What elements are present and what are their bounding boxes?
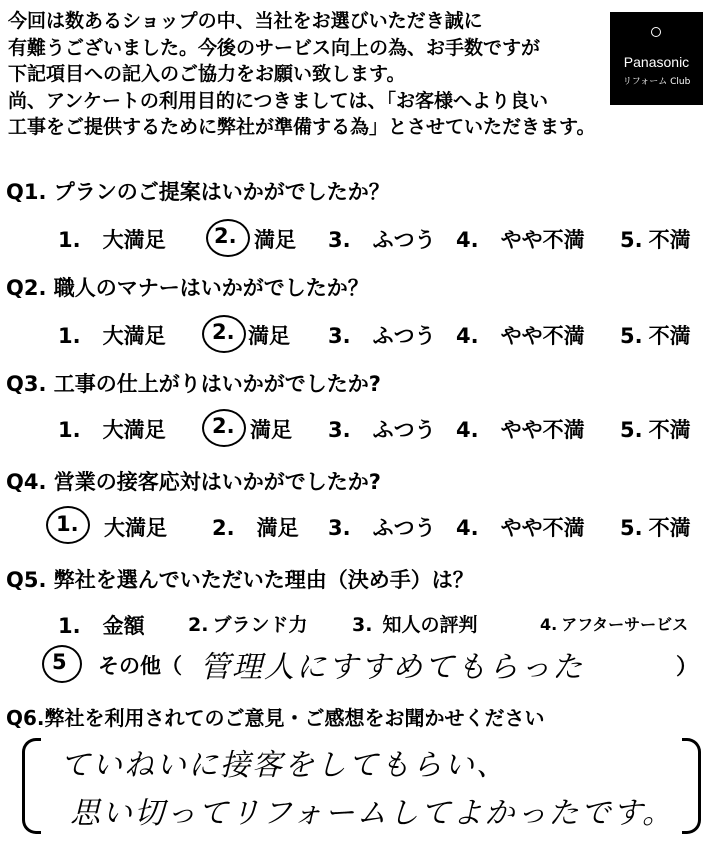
q5-close-paren: ） <box>676 655 699 680</box>
q4-option-1-num: 1. <box>56 512 79 536</box>
q2-option-4[interactable] <box>456 320 585 350</box>
panasonic-logo <box>610 12 703 105</box>
option-num: 5. <box>620 228 643 252</box>
q1-option-2-num: 2. <box>214 224 237 248</box>
option-num: 3. <box>328 418 351 442</box>
q4-option-2[interactable] <box>212 512 299 542</box>
option-num: 2. <box>212 516 235 540</box>
option-num: 1. <box>58 614 81 638</box>
q3-option-4[interactable] <box>456 414 585 444</box>
option-label: 大満足 <box>104 516 167 540</box>
option-label: 不満 <box>648 418 691 442</box>
option-label: 満足 <box>254 228 296 252</box>
option-label: 不満 <box>648 228 691 252</box>
answer-bracket-left <box>22 738 41 834</box>
option-label: やや不満 <box>500 418 585 442</box>
q2-option-1[interactable] <box>58 320 166 350</box>
option-label: やや不満 <box>500 228 585 252</box>
q4-option-3[interactable] <box>328 512 436 542</box>
option-num: 3. <box>352 614 373 636</box>
option-label: 大満足 <box>102 228 166 252</box>
q3-option-3[interactable] <box>328 414 436 444</box>
intro-line: 工事をご提供するために弊社が準備する為」とさせていただきます。 <box>8 116 596 138</box>
option-label: ブランド力 <box>212 614 308 636</box>
option-num: 3. <box>328 516 351 540</box>
option-num: 5. <box>620 418 643 442</box>
option-label: 満足 <box>250 418 292 442</box>
option-label: 満足 <box>248 324 290 348</box>
option-num: 4. <box>456 516 479 540</box>
question-5: Q5. 弊社を選んでいただいた理由（決め手）は？ <box>6 568 474 592</box>
q1-option-5[interactable] <box>620 224 691 254</box>
q5-selected-circle <box>42 645 82 683</box>
option-num: 4. <box>456 418 479 442</box>
option-num: 1. <box>58 228 81 252</box>
option-num: 4. <box>540 615 558 634</box>
q1-option-2[interactable] <box>254 224 296 254</box>
option-label: 大満足 <box>102 324 166 348</box>
option-num: 3. <box>328 324 351 348</box>
option-label: 知人の評判 <box>382 614 478 636</box>
q1-selected-circle <box>206 219 250 257</box>
q3-option-2-num: 2. <box>212 414 235 438</box>
option-label: やや不満 <box>500 324 585 348</box>
intro-line: 尚、アンケートの利用目的につきましては、「お客様へより良い <box>8 89 548 112</box>
option-num: 1. <box>58 418 81 442</box>
q2-option-5[interactable] <box>620 320 691 350</box>
q5-option-4[interactable] <box>540 612 688 635</box>
intro-line: 有難うございました。今後のサービス向上の為、お手数ですが <box>8 36 541 59</box>
q2-selected-circle <box>202 315 246 353</box>
q5-option-3[interactable] <box>352 610 477 637</box>
q6-handwritten-answer-line1: ていねいに接客をしてもらい、 <box>60 748 508 783</box>
q4-selected-circle <box>46 506 90 544</box>
question-6: Q6.弊社を利用されてのご意見・ご感想をお聞かせください <box>6 706 545 730</box>
option-label: アフターサービス <box>561 615 689 634</box>
option-label: ふつう <box>372 324 436 348</box>
logo-sub: リフォーム Club <box>622 77 691 87</box>
option-num: 2. <box>188 614 209 636</box>
logo-mark-icon <box>651 27 661 37</box>
intro-line: 下記項目への記入のご協力をお願い致します。 <box>8 63 406 85</box>
option-label: 不満 <box>648 324 691 348</box>
q3-selected-circle <box>202 409 246 447</box>
option-label: やや不満 <box>500 516 585 540</box>
option-label: ふつう <box>372 228 436 252</box>
q2-option-2-num: 2. <box>212 320 235 344</box>
q1-option-1[interactable] <box>58 224 166 254</box>
answer-bracket-right <box>682 738 701 834</box>
q2-option-3[interactable] <box>328 320 436 350</box>
option-label: 不満 <box>648 516 691 540</box>
question-3: Q3. 工事の仕上がりはいかがでしたか? <box>6 372 381 396</box>
q5-other-label: その他（ <box>98 654 182 678</box>
q3-option-2[interactable] <box>250 414 292 444</box>
logo-brand: Panasonic <box>623 54 690 70</box>
question-1: Q1. プランのご提案はいかがでしたか？ <box>6 180 390 204</box>
q2-option-2[interactable] <box>248 320 290 350</box>
q3-option-1[interactable] <box>58 414 166 444</box>
option-num: 4. <box>456 228 479 252</box>
question-4: Q4. 営業の接客応対はいかがでしたか? <box>6 470 381 494</box>
option-label: ふつう <box>372 516 436 540</box>
q5-handwritten-answer: 管理人にすすめてもらった <box>200 650 585 685</box>
q4-option-1[interactable] <box>104 512 167 542</box>
q1-option-4[interactable] <box>456 224 585 254</box>
option-label: 満足 <box>256 516 299 540</box>
intro-line: 今回は数あるショップの中、当社をお選びいただき誠に <box>8 10 483 32</box>
option-num: 3. <box>328 228 351 252</box>
q5-option-5-num: 5 <box>52 650 67 674</box>
q1-option-3[interactable] <box>328 224 436 254</box>
option-num: 4. <box>456 324 479 348</box>
option-label: 大満足 <box>102 418 166 442</box>
option-num: 5. <box>620 324 643 348</box>
q5-option-1[interactable] <box>58 610 145 640</box>
q3-option-5[interactable] <box>620 414 691 444</box>
option-num: 1. <box>58 324 81 348</box>
option-num: 5. <box>620 516 643 540</box>
intro-text <box>8 8 595 141</box>
option-label: ふつう <box>372 418 436 442</box>
q6-handwritten-answer-line2: 思い切ってリフォームしてよかったです。 <box>70 796 675 831</box>
q4-option-4[interactable] <box>456 512 585 542</box>
q4-option-5[interactable] <box>620 512 691 542</box>
question-2: Q2. 職人のマナーはいかがでしたか？ <box>6 276 369 300</box>
option-label: 金額 <box>102 614 145 638</box>
q5-option-2[interactable] <box>188 610 307 637</box>
